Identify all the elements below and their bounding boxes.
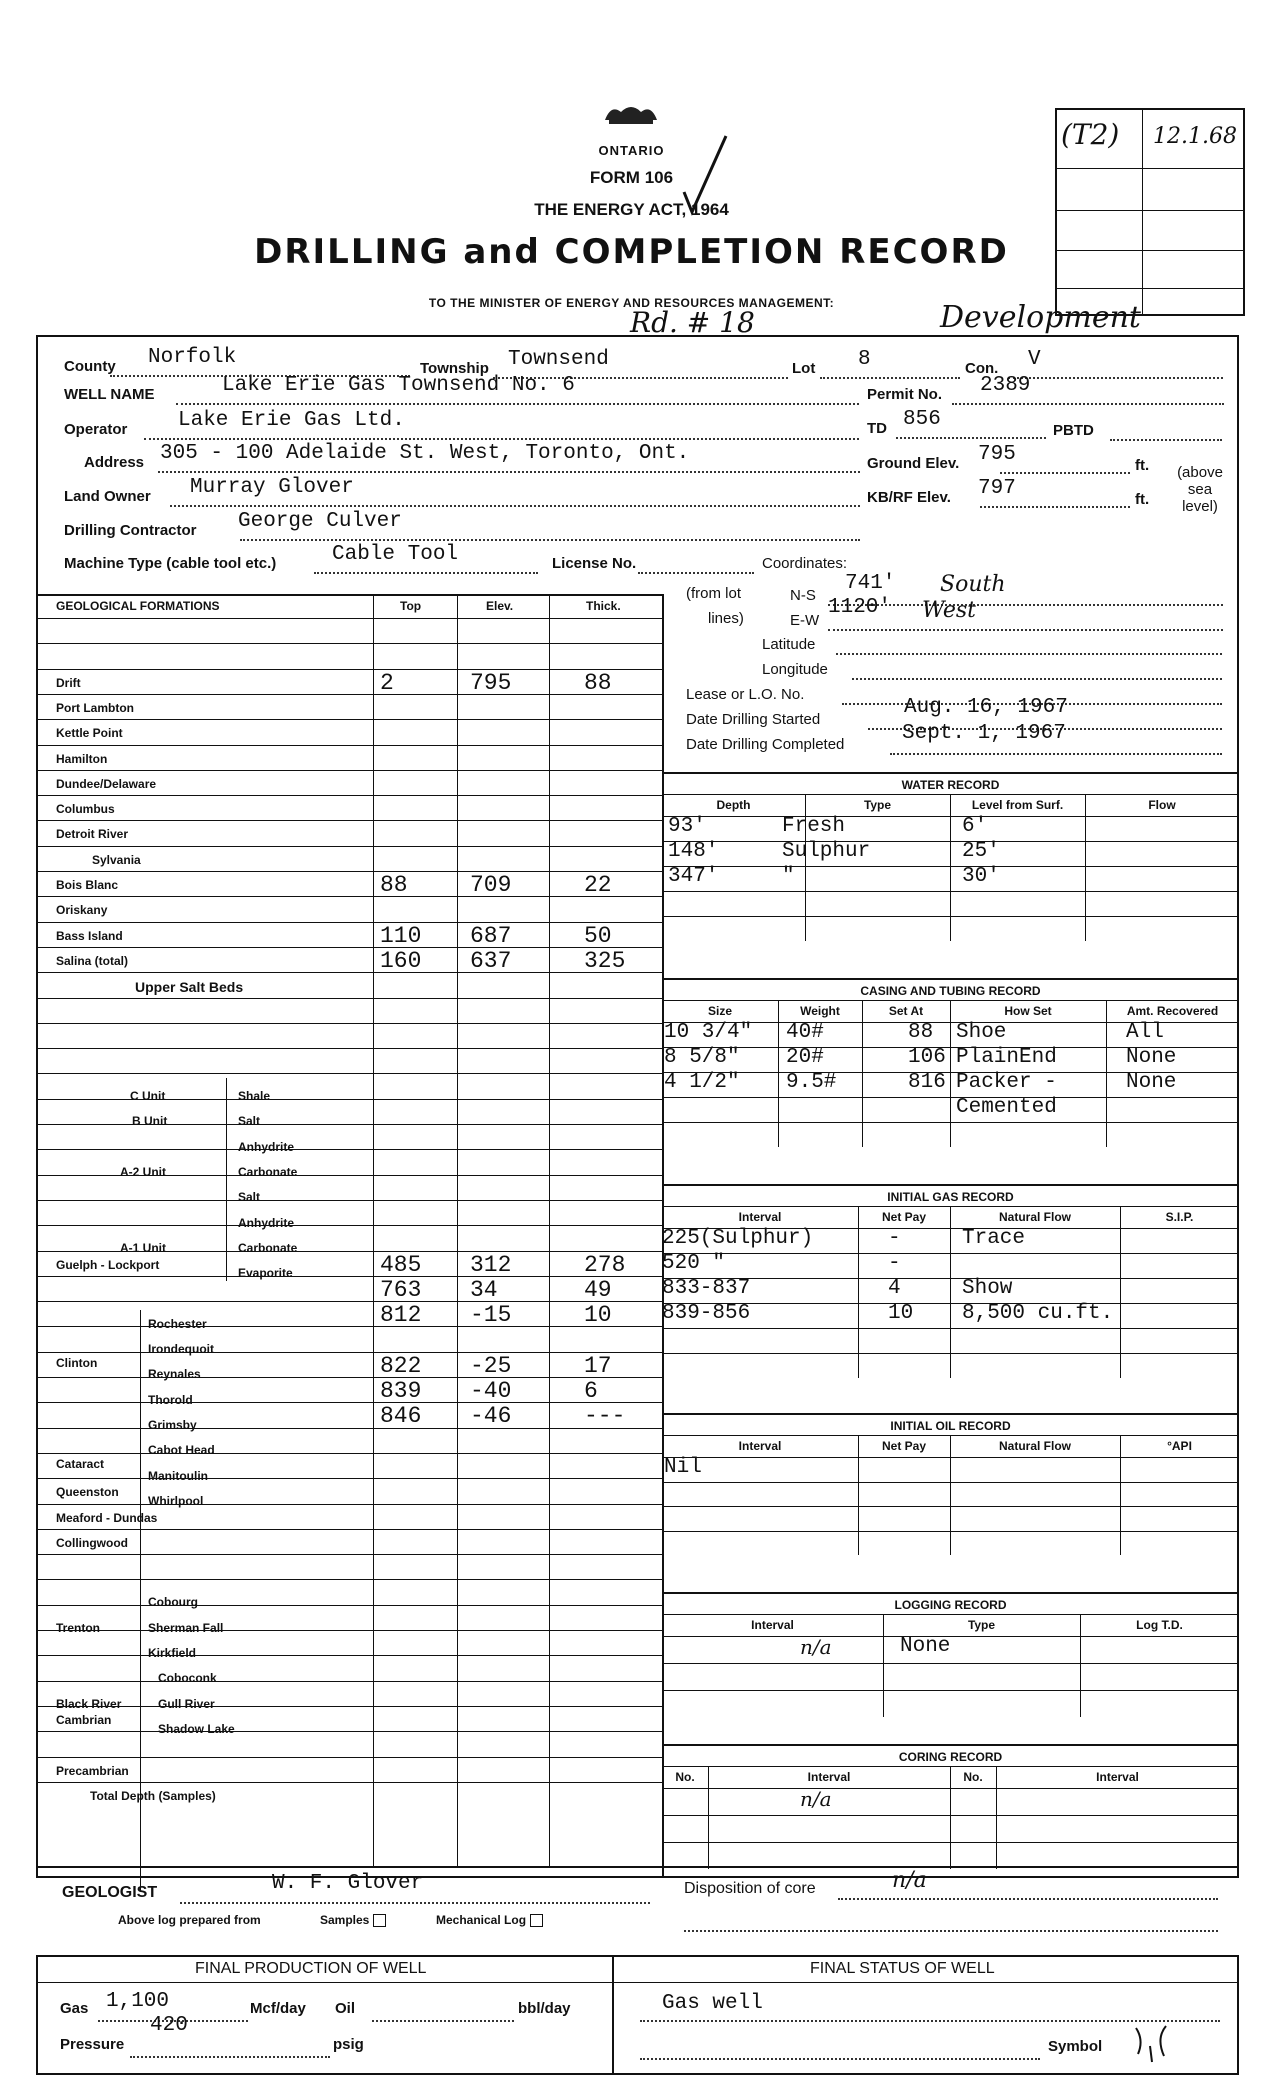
geo-subunit-label: C Unit — [130, 1089, 166, 1103]
longitude-label: Longitude — [762, 661, 828, 678]
geo-thick-value: 88 — [584, 669, 612, 696]
geo-row-line — [36, 1504, 662, 1505]
geo-subunit-label: Kirkfield — [148, 1646, 197, 1660]
ns-label: N-S — [790, 587, 816, 604]
geo-top-value: 763 — [380, 1276, 422, 1303]
date-completed-label: Date Drilling Completed — [686, 736, 845, 753]
gas-cell: - — [888, 1227, 901, 1250]
above-sea-level: (above sea level) — [1177, 464, 1223, 515]
water-cell: " — [782, 865, 795, 888]
geo-row-line — [36, 947, 662, 948]
geo-row-line — [36, 643, 662, 644]
date-completed-value: Sept. 1, 1967 — [902, 722, 1066, 745]
geo-row-line — [36, 1124, 662, 1125]
well-name-label: WELL NAME — [64, 386, 155, 403]
lot-value: 8 — [858, 348, 871, 371]
county-label: County — [64, 358, 116, 375]
geo-row-line — [36, 1478, 662, 1479]
casing-col-header: Set At — [888, 1004, 924, 1018]
water-cell: 148' — [668, 840, 719, 863]
geo-row-line — [36, 745, 662, 746]
casing-cell: Packer - — [956, 1071, 1057, 1094]
contractor-label: Drilling Contractor — [64, 522, 197, 539]
geo-subunit-label: Shadow Lake — [158, 1722, 235, 1736]
water-title: WATER RECORD — [901, 778, 1000, 792]
geo-subunit-label: Grimsby — [148, 1418, 197, 1432]
gas-cell: - — [888, 1252, 901, 1275]
geo-row-line — [36, 1326, 662, 1327]
geo-subunit-label: Shale — [238, 1089, 271, 1103]
geo-subunit-label: Carbonate — [238, 1241, 298, 1255]
geo-subunit-label: Rochester — [148, 1317, 207, 1331]
geo-thick-value: 50 — [584, 922, 612, 949]
corner-mark: (T2) — [1061, 118, 1120, 151]
geo-formation-name: Columbus — [56, 802, 115, 817]
geo-row-line — [36, 972, 662, 973]
geo-row-line — [36, 820, 662, 821]
geo-formation-name: Precambrian — [56, 1763, 129, 1778]
address-value: 305 - 100 Adelaide St. West, Toronto, Ont. — [160, 442, 690, 465]
logging-col-header: Interval — [751, 1618, 794, 1632]
casing-cell: Shoe — [956, 1021, 1007, 1044]
water-cell: Fresh — [782, 815, 846, 838]
geo-subunit-label: Clinton — [56, 1356, 98, 1370]
geo-subunit-label: Anhydrite — [238, 1216, 295, 1230]
disposition-value: n/a — [892, 1868, 927, 1893]
pressure-label: Pressure — [60, 2036, 125, 2053]
td-label: TD — [867, 420, 887, 437]
oil-top-line — [662, 1413, 1239, 1415]
geo-subunit-label: Cataract — [56, 1457, 105, 1471]
logging-col-header: Type — [967, 1618, 996, 1632]
machine-type-value: Cable Tool — [332, 543, 459, 566]
ground-elev-label: Ground Elev. — [867, 455, 960, 472]
samples-checkbox[interactable] — [320, 1913, 386, 1927]
geo-elev-value: -46 — [470, 1403, 512, 1430]
address-label: Address — [84, 454, 145, 471]
ew-label: E-W — [790, 612, 820, 629]
geo-subunit-label: A-2 Unit — [120, 1165, 166, 1179]
coring-col-header: No. — [963, 1770, 983, 1784]
oil-col-header: Net Pay — [881, 1439, 927, 1453]
latitude-label: Latitude — [762, 636, 816, 653]
water-col-header: Level from Surf. — [971, 798, 1064, 812]
geo-subunit-label: Carbonate — [238, 1165, 298, 1179]
geo-top-value: 846 — [380, 1403, 422, 1430]
gas-well-symbol-icon — [1130, 2020, 1174, 2064]
prepared-from-label: Above log prepared from — [118, 1913, 261, 1927]
geo-row-line — [36, 1023, 662, 1024]
geo-formation-name: Cambrian — [56, 1712, 112, 1727]
gas-col-header: Natural Flow — [998, 1210, 1071, 1224]
coords-label: Coordinates: — [762, 555, 848, 572]
geo-formation-name: Sylvania — [92, 852, 141, 867]
mechanical-box-icon — [530, 1914, 543, 1927]
geo-subunit-label: B Unit — [132, 1114, 168, 1128]
oil-title: INITIAL OIL RECORD — [890, 1419, 1011, 1433]
geo-top-value: 812 — [380, 1302, 422, 1329]
logging-cell: n/a — [800, 1635, 832, 1659]
geo-top-value: 839 — [380, 1378, 422, 1404]
geo-row-line — [36, 1630, 662, 1631]
ew-dir: West — [922, 598, 976, 623]
mechanical-log-checkbox[interactable] — [436, 1913, 543, 1927]
geo-row-line — [36, 618, 662, 619]
status-title: FINAL STATUS OF WELL — [810, 1960, 995, 1977]
geo-title: GEOLOGICAL FORMATIONS — [56, 599, 220, 613]
oil-col-header: Natural Flow — [998, 1439, 1071, 1453]
psig-unit: psig — [333, 2036, 364, 2053]
ground-elev-value: 795 — [978, 443, 1016, 466]
geo-row-line — [36, 1377, 662, 1378]
gas-top-line — [662, 1184, 1239, 1186]
geo-row-line — [36, 1301, 662, 1302]
geo-elev-value: 34 — [470, 1276, 498, 1303]
geo-subunit-label: A-1 Unit — [120, 1241, 166, 1255]
geo-row-line — [36, 1453, 662, 1454]
geo-thick-value: 6 — [584, 1378, 598, 1404]
ft-unit-2: ft. — [1135, 491, 1150, 508]
geo-subunit-label: Salt — [238, 1190, 261, 1204]
gas-col-header: Interval — [738, 1210, 782, 1224]
ft-unit-1: ft. — [1135, 457, 1150, 474]
production-title: FINAL PRODUCTION OF WELL — [195, 1960, 427, 1977]
geo-formation-name: Hamilton — [56, 751, 108, 766]
geo-subunit-label: Cobourg — [148, 1595, 198, 1609]
samples-label: Samples — [320, 1913, 370, 1927]
coring-cell: n/a — [800, 1787, 832, 1811]
machine-type-label: Machine Type (cable tool etc.) — [64, 555, 277, 572]
geo-subunit-label: Black River — [56, 1697, 122, 1711]
casing-cell: 106 — [908, 1046, 946, 1069]
water-cell: 6' — [962, 815, 988, 838]
disposition-label: Disposition of core — [684, 1880, 816, 1897]
contractor-value: George Culver — [238, 510, 402, 533]
casing-cell: PlainEnd — [956, 1046, 1057, 1069]
gas-title: INITIAL GAS RECORD — [887, 1190, 1014, 1204]
geo-row-line — [36, 1681, 662, 1682]
geo-formation-name: Dundee/Delaware — [56, 776, 157, 791]
geo-row-line — [36, 1352, 662, 1353]
gas-cell: 10 — [888, 1302, 914, 1325]
gas-cell: 4 — [888, 1277, 901, 1300]
geo-subunit-label: Salt — [238, 1114, 261, 1128]
gas-col-header: Net Pay — [881, 1210, 927, 1224]
date-started-value: Aug. 16, 1967 — [904, 696, 1068, 719]
mcf-unit: Mcf/day — [250, 2000, 306, 2017]
casing-cell: 10 3/4" — [664, 1021, 753, 1044]
geo-subunit-label: Irondequoit — [148, 1342, 214, 1356]
geo-formation-name: Upper Salt Beds — [135, 979, 244, 996]
geo-row-line — [36, 1200, 662, 1201]
geo-elev-value: 312 — [470, 1251, 512, 1278]
geologist-name: W. F. Glover — [272, 1872, 424, 1895]
geo-top-value: 88 — [380, 872, 408, 898]
water-col-header: Depth — [716, 798, 751, 812]
casing-title: CASING AND TUBING RECORD — [860, 984, 1041, 998]
casing-col-header: Size — [707, 1004, 732, 1018]
geo-subunit-label: Whirlpool — [148, 1494, 204, 1508]
geo-row-line — [36, 1149, 662, 1150]
gas-cell: Show — [962, 1277, 1013, 1300]
form-number: FORM 106 — [589, 168, 674, 187]
geo-row-line — [36, 694, 662, 695]
casing-cell: 4 1/2" — [664, 1071, 740, 1094]
geo-col-thick: Thick. — [586, 599, 621, 613]
symbol-label: Symbol — [1048, 2038, 1103, 2055]
ew-value: 1120' — [828, 596, 892, 619]
geo-formation-name: Detroit River — [56, 827, 129, 842]
water-cell: Sulphur — [782, 840, 871, 863]
geo-subunit-label: Gull River — [158, 1697, 215, 1711]
water-top-line — [662, 772, 1239, 774]
geo-formation-name: Salina (total) — [56, 953, 129, 968]
geo-formation-name: Collingwood — [56, 1535, 128, 1550]
geo-top-value: 160 — [380, 947, 422, 974]
county-value: Norfolk — [148, 346, 237, 369]
gas-cell: Trace — [962, 1227, 1026, 1250]
township-label: Township — [420, 360, 489, 377]
from-lot: (from lot — [686, 585, 742, 602]
logging-col-header: Log T.D. — [1136, 1618, 1183, 1632]
geo-row-line — [36, 1731, 662, 1732]
geo-row-line — [36, 1782, 662, 1783]
oil-cell: Nil — [664, 1456, 702, 1479]
date-started-label: Date Drilling Started — [686, 711, 821, 728]
con-value: V — [1028, 348, 1041, 371]
township-value: Townsend — [508, 348, 609, 371]
geo-thick-value: 325 — [584, 947, 626, 974]
geo-row-line — [36, 1428, 662, 1429]
logging-top-line — [662, 1592, 1239, 1594]
gas-cell: 839-856 — [662, 1302, 751, 1325]
water-col-header: Flow — [1148, 798, 1176, 812]
geo-row-line — [36, 1402, 662, 1403]
coring-col-header: No. — [675, 1770, 695, 1784]
geo-elev-value: 795 — [470, 669, 512, 696]
minister-line: TO THE MINISTER OF ENERGY AND RESOURCES MANAGEMENT: — [428, 296, 835, 310]
geo-thick-value: 278 — [584, 1251, 626, 1278]
geo-row-line — [36, 1276, 662, 1277]
geo-subunit-label: Trenton — [56, 1621, 100, 1635]
geo-top-value: 2 — [380, 669, 394, 696]
geo-formation-name: Queenston — [56, 1485, 119, 1500]
casing-cell: 8 5/8" — [664, 1046, 740, 1069]
casing-cell: 88 — [908, 1021, 934, 1044]
operator-value: Lake Erie Gas Ltd. — [178, 409, 405, 432]
geo-formation-name: Port Lambton — [56, 700, 134, 715]
geo-subunit-label: Coboconk — [158, 1671, 217, 1685]
geo-elev-value: 637 — [470, 947, 512, 974]
handwritten-development: Development — [940, 300, 1141, 335]
geo-formation-name: Drift — [56, 675, 81, 690]
geo-elev-value: -15 — [470, 1302, 512, 1329]
water-cell: 30' — [962, 865, 1000, 888]
casing-cell: 816 — [908, 1071, 946, 1094]
ns-value: 741' — [845, 572, 896, 595]
license-label: License No. — [552, 555, 637, 572]
permit-label: Permit No. — [867, 386, 943, 403]
casing-cell: None — [1126, 1046, 1177, 1069]
casing-cell: Cemented — [956, 1096, 1057, 1119]
td-value: 856 — [903, 408, 941, 431]
permit-value: 2389 — [980, 374, 1031, 397]
status-value: Gas well — [662, 1992, 763, 2015]
water-col-header: Type — [863, 798, 892, 812]
ontario-crest — [601, 100, 661, 126]
geo-row-line — [36, 846, 662, 847]
geo-subunit-label: Sherman Fall — [148, 1621, 224, 1635]
geo-subunit-label: Cabot Head — [148, 1443, 215, 1457]
casing-col-header: How Set — [1004, 1004, 1052, 1018]
coring-top-line — [662, 1744, 1239, 1746]
gas-cell: 520 " — [662, 1252, 726, 1275]
geo-row-line — [36, 669, 662, 670]
gas-value: 1,100 — [106, 1990, 170, 2013]
province: ONTARIO — [598, 143, 665, 158]
geo-row-line — [36, 871, 662, 872]
geo-thick-value: 17 — [584, 1352, 612, 1379]
casing-col-header: Weight — [800, 1004, 840, 1018]
coring-title: CORING RECORD — [898, 1750, 1003, 1764]
geo-top-value: 822 — [380, 1352, 422, 1379]
geo-formation-name: Kettle Point — [56, 726, 123, 741]
casing-cell: 40# — [786, 1021, 824, 1044]
geo-row-line — [36, 922, 662, 923]
kb-elev-value: 797 — [978, 477, 1016, 500]
coring-col-header: Interval — [807, 1770, 851, 1784]
geo-row-line — [36, 1579, 662, 1580]
geo-formation-name: Guelph - Lockport — [56, 1257, 160, 1272]
geo-row-line — [36, 1706, 662, 1707]
con-label: Con. — [965, 360, 999, 377]
geo-formation-name: Bois Blanc — [56, 878, 119, 892]
water-cell: 93' — [668, 815, 706, 838]
samples-box-icon — [373, 1914, 386, 1927]
logging-title: LOGGING RECORD — [894, 1598, 1007, 1612]
casing-cell: 20# — [786, 1046, 824, 1069]
geo-thick-value: 49 — [584, 1276, 612, 1303]
geo-elev-value: -40 — [470, 1378, 512, 1404]
operator-label: Operator — [64, 421, 128, 438]
geo-subunit-label: Manitoulin — [148, 1469, 208, 1483]
geo-formation-name: Bass Island — [56, 928, 123, 943]
geo-col-elev: Elev. — [486, 599, 514, 613]
geo-row-line — [36, 1048, 662, 1049]
pbtd-label: PBTD — [1053, 422, 1094, 439]
geo-col-top: Top — [400, 599, 422, 613]
casing-cell: None — [1126, 1071, 1177, 1094]
corner-date: 12.1.68 — [1153, 124, 1237, 149]
geo-thick-value: --- — [584, 1403, 626, 1430]
gas-cell: 8,500 cu.ft. — [962, 1302, 1114, 1325]
well-name-value: Lake Erie Gas Townsend No. 6 — [222, 374, 575, 397]
lot-label: Lot — [792, 360, 816, 377]
geo-elev-value: 687 — [470, 922, 512, 949]
geo-row-line — [36, 1655, 662, 1656]
ns-dir: South — [940, 572, 1006, 597]
geo-row-line — [36, 1225, 662, 1226]
geo-row-line — [36, 998, 662, 999]
oil-col-header: Interval — [738, 1439, 782, 1453]
geo-subunit-label: Evaporite — [238, 1266, 293, 1280]
geo-row-line — [36, 1529, 662, 1530]
mechanical-log-label: Mechanical Log — [436, 1913, 527, 1927]
handwritten-note: Rd. # 18 — [630, 306, 755, 339]
geo-formation-name: Meaford - Dundas — [56, 1510, 158, 1525]
casing-top-line — [662, 978, 1239, 980]
kb-elev-label: KB/RF Elev. — [867, 489, 951, 506]
oil-col-header: °API — [1167, 1439, 1192, 1453]
geo-row-line — [36, 770, 662, 771]
gas-col-header: S.I.P. — [1165, 1210, 1194, 1224]
lines: lines) — [708, 610, 744, 627]
casing-cell: 9.5# — [786, 1071, 837, 1094]
geo-row-line — [36, 1073, 662, 1074]
corner-stamp-box — [1055, 108, 1245, 316]
geo-row-line — [36, 795, 662, 796]
geo-row-line — [36, 1554, 662, 1555]
geo-top-value: 485 — [380, 1251, 422, 1278]
geo-row-line — [36, 896, 662, 897]
geo-subunit-label: Reynales — [148, 1367, 201, 1381]
geo-thick-value: 22 — [584, 872, 612, 898]
gas-label: Gas — [60, 2000, 89, 2017]
geo-row-line — [36, 1605, 662, 1606]
casing-cell: All — [1126, 1021, 1164, 1044]
geologist-label: GEOLOGIST — [62, 1884, 158, 1901]
lease-label: Lease or L.O. No. — [686, 686, 805, 703]
land-owner-value: Murray Glover — [190, 476, 354, 499]
gas-cell: 225(Sulphur) — [662, 1227, 814, 1250]
oil-label: Oil — [335, 2000, 356, 2017]
geo-elev-value: 709 — [470, 872, 512, 898]
water-cell: 25' — [962, 840, 1000, 863]
bbl-unit: bbl/day — [518, 2000, 571, 2017]
casing-col-header: Amt. Recovered — [1126, 1004, 1219, 1018]
geo-formation-name: Oriskany — [56, 903, 108, 918]
geo-row-line — [36, 1757, 662, 1758]
page-title: DRILLING and COMPLETION RECORD — [254, 232, 1009, 272]
geo-row-line — [36, 719, 662, 720]
geo-formation-name: Total Depth (Samples) — [90, 1788, 216, 1803]
geo-subunit-label: Anhydrite — [238, 1140, 295, 1154]
geo-subunit-label: Thorold — [148, 1393, 193, 1407]
coring-col-header: Interval — [1096, 1770, 1139, 1784]
pressure-value: 420 — [150, 2014, 188, 2037]
geo-thick-value: 10 — [584, 1302, 612, 1329]
geo-elev-value: -25 — [470, 1352, 512, 1379]
land-owner-label: Land Owner — [64, 488, 151, 505]
logging-cell: None — [900, 1635, 951, 1658]
act-title: THE ENERGY ACT, 1964 — [534, 200, 729, 219]
gas-cell: 833-837 — [662, 1277, 751, 1300]
geo-top-value: 110 — [380, 922, 422, 949]
water-cell: 347' — [668, 865, 719, 888]
